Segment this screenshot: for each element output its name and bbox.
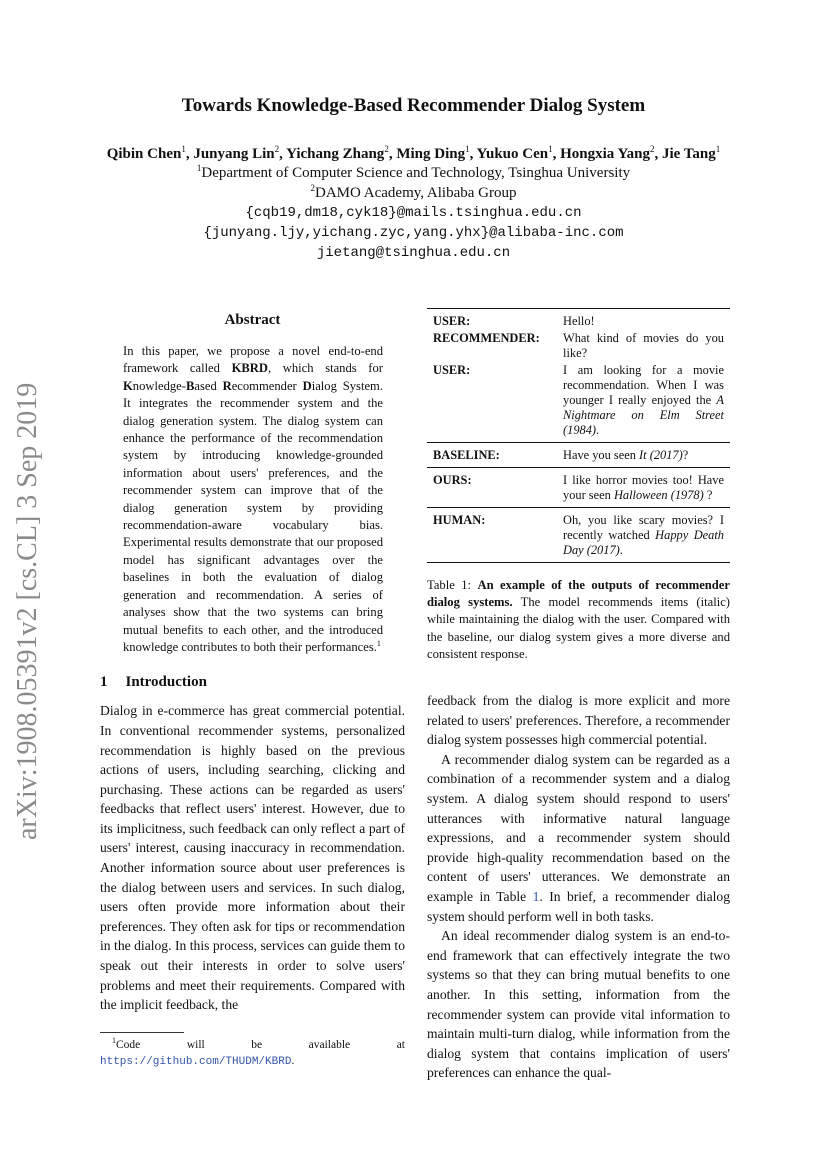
code-link[interactable]: https://github.com/THUDM/KBRD	[100, 1056, 292, 1068]
footnote-rule	[100, 1032, 184, 1033]
paper-header	[0, 94, 827, 263]
table-row: USER: Hello!	[433, 314, 595, 328]
abstract-heading: Abstract	[224, 312, 281, 328]
footnote-mark: 1	[376, 638, 381, 648]
left-column	[100, 310, 405, 1070]
table-row: OURS: I like horror movies too! Have your seen Halloween (1978) ?	[433, 473, 724, 502]
email: {cqb19,dm18,cyk18}@mails.tsinghua.edu.cn	[245, 205, 582, 221]
table-row: RECOMMENDER: What kind of movies do you like?	[433, 331, 724, 360]
intro-right-column	[427, 691, 730, 1083]
author: Hongxia Yang$^2$	[560, 144, 655, 162]
paragraph: An ideal recommender dialog system is an end-to-end framework that can effectively integrate the two systems so that they can bring mutual benefits to one another. In this setting, information from the recommender system can provide vital information to maintain multi-turn dialog, while information from the dialog system that contains implication of users' preferences can enhance the qual-	[427, 928, 730, 1081]
paragraph: Dialog in e-commerce has great commercial potential. In conventional recommender systems, personalized recommendation is highly based on the previous actions of users, including searching, clicking and purchasing. These actions can be regarded as users' feedbacks that reflect users' interest. However, due to its implicitness, such feedback can only reflect a part of users' interest, causing inaccuracy in recommendation. Another information source about user preferences is the dialog between users and services. In such dialog, users often provide more information about their preferences. They often ask for tips or recommendation in the dialog. In this process, services can guide them to speak out their interests in order to solve users' problems and meet their requirements. Compared with the implicit feedback, the	[100, 703, 405, 1013]
paragraph: A recommender dialog system can be regarded as a combination of a recommender system and a dialog system. A dialog system should respond to users' utterances with informative natural language expressions, and a recommender system should provide high-quality recommendation based on the content of users' utterances. We demonstrate an example in Table 1. In brief, a recommender dialog system should perform well in both tasks.	[427, 751, 730, 924]
section-heading: 1 Introduction	[100, 674, 207, 691]
footnote-area	[100, 1022, 405, 1070]
email: {junyang.ljy,yichang.zyc,yang.yhx}@alibaba-inc.com	[203, 225, 624, 241]
affiliation: $^2$DAMO Academy, Alibaba Group	[310, 183, 517, 201]
table-caption: Table 1: An example of the outputs of recommender dialog systems. The model recommends items (italic) while maintaining the dialog with the user. Compared with the baseline, our dialog system gives a more diverse and consistent response.	[427, 578, 730, 661]
affiliation: $^1$Department of Computer Science and Technology, Tsinghua University	[196, 163, 631, 181]
intro-left-column	[100, 701, 405, 1015]
table-reference-link[interactable]: 1	[532, 888, 540, 904]
footnote: $^1$Code will be available at https://github.com/THUDM/KBRD.	[100, 1036, 405, 1068]
table-row: BASELINE: Have you seen It (2017)?	[433, 448, 689, 462]
paragraph: feedback from the dialog is more explicit and more related to users' preferences. Therefore, a recommender dialog system possesses high commercial potential.	[427, 693, 730, 748]
author: Ming Ding$^1$	[396, 144, 470, 162]
email: jietang@tsinghua.edu.cn	[316, 245, 511, 261]
author: Qibin Chen$^1$	[106, 144, 186, 162]
author: Yukuo Cen$^1$	[476, 144, 553, 162]
example-table	[427, 308, 730, 563]
author-list: Qibin Chen$^1$, Junyang Lin$^2$, Yichang Zhang$^2$, Ming Ding$^1$, Yukuo Cen$^1$, Hongxia Yang$^2$, Jie Tang$^1$	[106, 144, 721, 162]
table-row: USER: I am looking for a movie recommendation. When I was younger I really enjoyed the A Nightmare on Elm Street (1984).	[433, 363, 724, 437]
author: Yichang Zhang$^2$	[286, 144, 389, 162]
author: Jie Tang$^1$	[662, 144, 721, 162]
table-row: HUMAN: Oh, you like scary movies? I recently watched Happy Death Day (2017).	[433, 513, 724, 557]
author: Junyang Lin$^2$	[193, 144, 280, 162]
paper-title: Towards Knowledge-Based Recommender Dialog System	[181, 95, 646, 116]
right-column	[427, 308, 730, 1083]
abstract-body: In this paper, we propose a novel end-to-end framework called KBRD, which stands for Knowledge-Based Recommender Dialog System. It integrates the recommender system and the dialog generation system. The dialog system can enhance the performance of the recommendation system by introducing knowledge-grounded information about users' preferences, and the recommender system can improve that of the dialog generation system by providing recommendation-aware vocabulary bias. Experimental results demonstrate that our proposed model has significant advantages over the baselines in both the evaluation of dialog generation and recommendation. A series of analyses show that the two systems can bring mutual benefits to each other, and the introduced knowledge contributes to both their performances.$^1$	[123, 344, 383, 654]
